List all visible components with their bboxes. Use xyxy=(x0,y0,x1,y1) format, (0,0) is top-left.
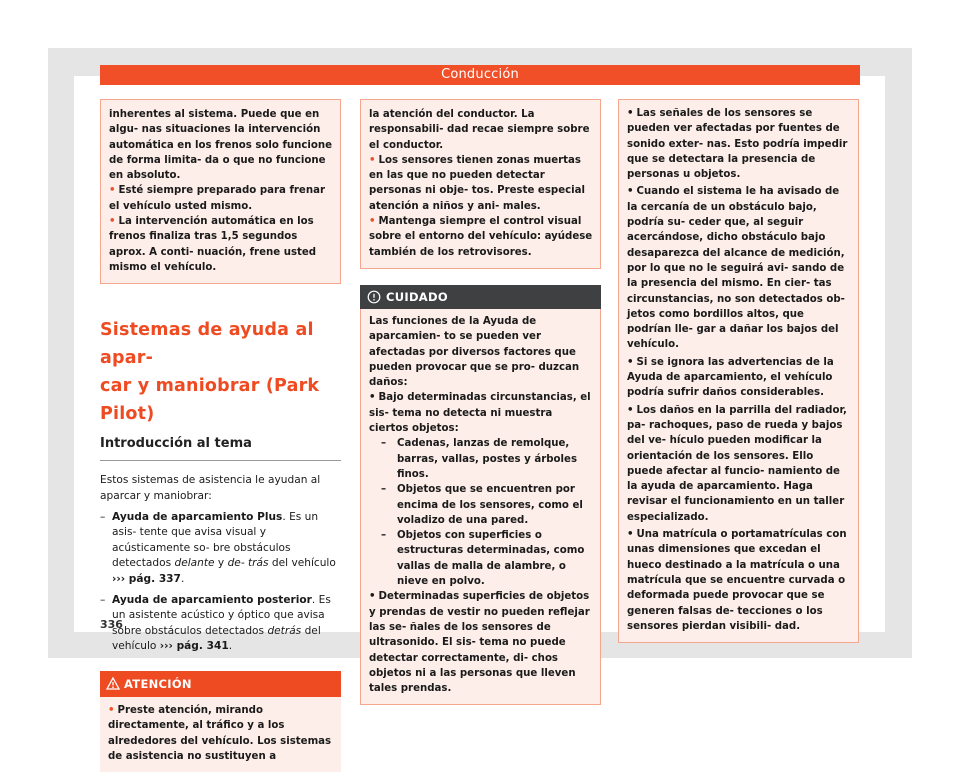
chapter-header: Conducción xyxy=(100,65,860,85)
info-circle-icon xyxy=(367,290,381,304)
intro-paragraph: Estos sistemas de asistencia le ayudan al aparcar y maniobrar: xyxy=(100,474,321,503)
box-paragraph: inherentes al sistema. Puede que en algu- nas situaciones la intervención automática en los frenos solo funcione de forma limita- da o que no funcione en absoluto. xyxy=(109,109,333,182)
warning-continuation-box xyxy=(360,99,601,269)
divider xyxy=(100,460,341,461)
caution-bullet: • Si se ignora las advertencias de la Ayuda de aparcamiento, el vehículo podría sufrir daños considerables. xyxy=(627,356,834,399)
box-bullet: • Esté siempre preparado para frenar el vehículo usted mismo. xyxy=(109,185,325,212)
caution-bullet: • Bajo determinadas circunstancias, el sis- tema no detecta ni muestra ciertos objetos: xyxy=(369,392,591,435)
caution-sub-item: – Objetos que se encuentren por encima de los sensores, como el voladizo de una pared. xyxy=(381,484,583,526)
caution-bullet: • Una matrícula o portamatrículas con unas dimensiones que excedan el hueco destinado a la matrícula o una matrícula que se encuentre curvada o deformada puede provocar que se generen falsas de- tecciones o los sensores pierdan visibili- dad. xyxy=(627,529,847,632)
list-item: – Ayuda de aparcamiento Plus. Es un asis- tente que avisa visual y acústicamente so- bre obstáculos detectados delante y de- trás del vehículo ››› pág. 337. xyxy=(100,510,336,586)
page-reference-link[interactable]: ››› pág. 341 xyxy=(159,640,229,653)
box-bullet: • Los sensores tienen zonas muertas en las que no pueden detectar personas ni obje- tos. Preste especial atención a niños y ani- males. xyxy=(369,154,585,212)
caution-sub-item: – Cadenas, lanzas de remolque, barras, vallas, postes y árboles finos. xyxy=(381,438,578,480)
box-bullet: • La intervención automática en los frenos finaliza tras 1,5 segundos aprox. A conti- nuación, frene usted mismo el vehículo. xyxy=(109,216,317,273)
warning-box xyxy=(100,671,341,772)
body-text xyxy=(100,473,341,655)
section-title: Sistemas de ayuda al apar- car y maniobrar (Park Pilot) xyxy=(100,320,320,425)
caution-sub-item: – Objetos con superficies o estructuras determinadas, como vallas de malla de alambre, o nieve en polvo. xyxy=(381,530,585,588)
subsection-title: Introducción al tema xyxy=(100,436,252,452)
box-bullet: • Mantenga siempre el control visual sobre el entorno del vehículo: ayúdese también de los retrovisores. xyxy=(369,216,593,258)
column-2 xyxy=(360,99,601,705)
column-1 xyxy=(100,99,341,772)
caution-continuation-box xyxy=(618,99,859,643)
box-paragraph: la atención del conductor. La responsabili- dad recae siempre sobre el conductor. xyxy=(369,109,590,151)
caution-bullet: • Cuando el sistema le ha avisado de la cercanía de un obstáculo bajo, podría su- ceder que, al seguir acercándose, dicho obstáculo bajo desaparezca del alcance de medición, por lo que no le seguirá avi- sando de la presencia del mismo. En cier- tas circunstancias, no son detectados ob- jetos como bordillos altos, que podrían lle- gar a dañar los bajos del vehículo. xyxy=(627,186,845,351)
warning-body: • Preste atención, mirando directamente, al tráfico y a los alrededores del vehículo. Los sistemas de asistencia no sustituyen a xyxy=(100,697,341,772)
page-number: 336 xyxy=(100,618,123,631)
warning-triangle-icon xyxy=(106,677,120,690)
caution-box xyxy=(360,285,601,705)
caution-intro: Las funciones de la Ayuda de aparcamien- to se pueden ver afectadas por diversos factores que pueden provocar que se pro- duzcan daños: xyxy=(369,315,580,389)
caution-bullet: • Las señales de los sensores se pueden ver afectadas por fuentes de sonido exter- nas. Esto podría impedir que se detectara la presencia de personas u objetos. xyxy=(627,108,848,181)
caution-bullet: • Determinadas superficies de objetos y prendas de vestir no pueden reflejar las se- ñales de los sensores de ultrasonido. El sis- tema no puede detectar correctamente, di- chos objetos ni a las personas que lleven tales prendas. xyxy=(369,591,590,695)
warning-header: ATENCIÓN xyxy=(100,671,341,697)
caution-header: CUIDADO xyxy=(360,285,601,309)
page-reference-link[interactable]: ››› pág. 337 xyxy=(112,573,181,586)
caution-bullet: • Los daños en la parrilla del radiador, pa- rachoques, paso de rueda y bajos del ve- hículo pueden modificar la orientación de los sensores. Ello puede afectar al funcio- namiento de la ayuda de aparcamiento. Haga revisar el funcionamiento en un taller especializado. xyxy=(627,404,847,523)
column-3 xyxy=(618,99,859,643)
warning-continuation-box xyxy=(100,99,341,284)
caution-body xyxy=(360,309,601,705)
list-item: – Ayuda de aparcamiento posterior. Es un asistente acústico y óptico que avisa sobre obstáculos detectados detrás del vehículo ››› pág. 341. xyxy=(100,593,331,653)
